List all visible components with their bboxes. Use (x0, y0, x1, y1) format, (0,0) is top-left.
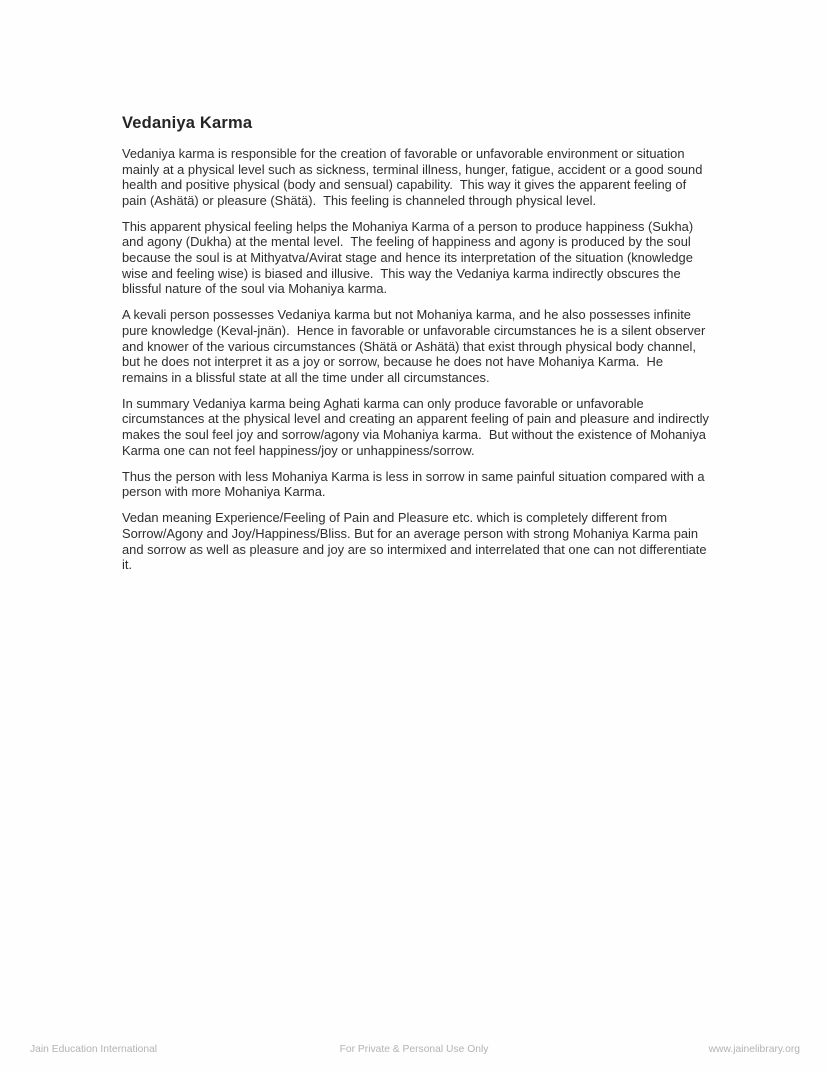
paragraph-3: A kevali person possesses Vedaniya karma but not Mohaniya karma, and he also possesses infinite pure knowledge (Keval-jnän). Hence in favorable or unfavorable circumstances he is a silent observer and knower of the various circumstances (Shätä or Ashätä) that exist through physical body channel, but he does not interpret it as a joy or sorrow, because he does not have Mohaniya Karma. He remains in a blissful state at all the time under all circumstances. (122, 307, 709, 385)
paragraph-4: In summary Vedaniya karma being Aghati karma can only produce favorable or unfavorable circumstances at the physical level and creating an apparent feeling of pain and pleasure and indirectly makes the soul feel joy and sorrow/agony via Mohaniya karma. But without the existence of Mohaniya Karma one can not feel happiness/joy or unhappiness/sorrow. (122, 395, 713, 458)
page-title: Vedaniya Karma (122, 114, 253, 132)
page-footer (0, 1044, 828, 1060)
paragraph-2: This apparent physical feeling helps the Mohaniya Karma of a person to produce happiness (Sukha) and agony (Dukha) at the mental level. The feeling of happiness and agony is produced by the soul because the soul is at Mithyatva/Avirat stage and hence its interpretation of the situation (knowledge wise and feeling wise) is biased and illusive. This way the Vedaniya karma indirectly obscures the blissful nature of the soul via Mohaniya karma. (122, 218, 697, 297)
document-content (122, 114, 713, 583)
footer-website: www.jainelibrary.org (708, 1044, 800, 1055)
paragraph-5: Thus the person with less Mohaniya Karma is less in sorrow in same painful situation compared with a person with more Mohaniya Karma. (122, 468, 709, 500)
paragraph-1: Vedaniya karma is responsible for the creation of favorable or unfavorable environment or situation mainly at a physical level such as sickness, terminal illness, hunger, fatigue, accident or a good sound health and positive physical (body and sensual) capability. This way it gives the apparent feeling of pain (Ashätä) or pleasure (Shätä). This feeling is channeled through physical level. (122, 146, 706, 208)
paragraph-6: Vedan meaning Experience/Feeling of Pain and Pleasure etc. which is completely different from Sorrow/Agony and Joy/Happiness/Bliss. But for an average person with strong Mohaniya Karma pain and sorrow as well as pleasure and joy are so intermixed and interrelated that one can not differentiate it. (122, 510, 711, 573)
footer-publisher: Jain Education International (30, 1044, 158, 1055)
footer-usage-notice: For Private & Personal Use Only (339, 1044, 489, 1055)
